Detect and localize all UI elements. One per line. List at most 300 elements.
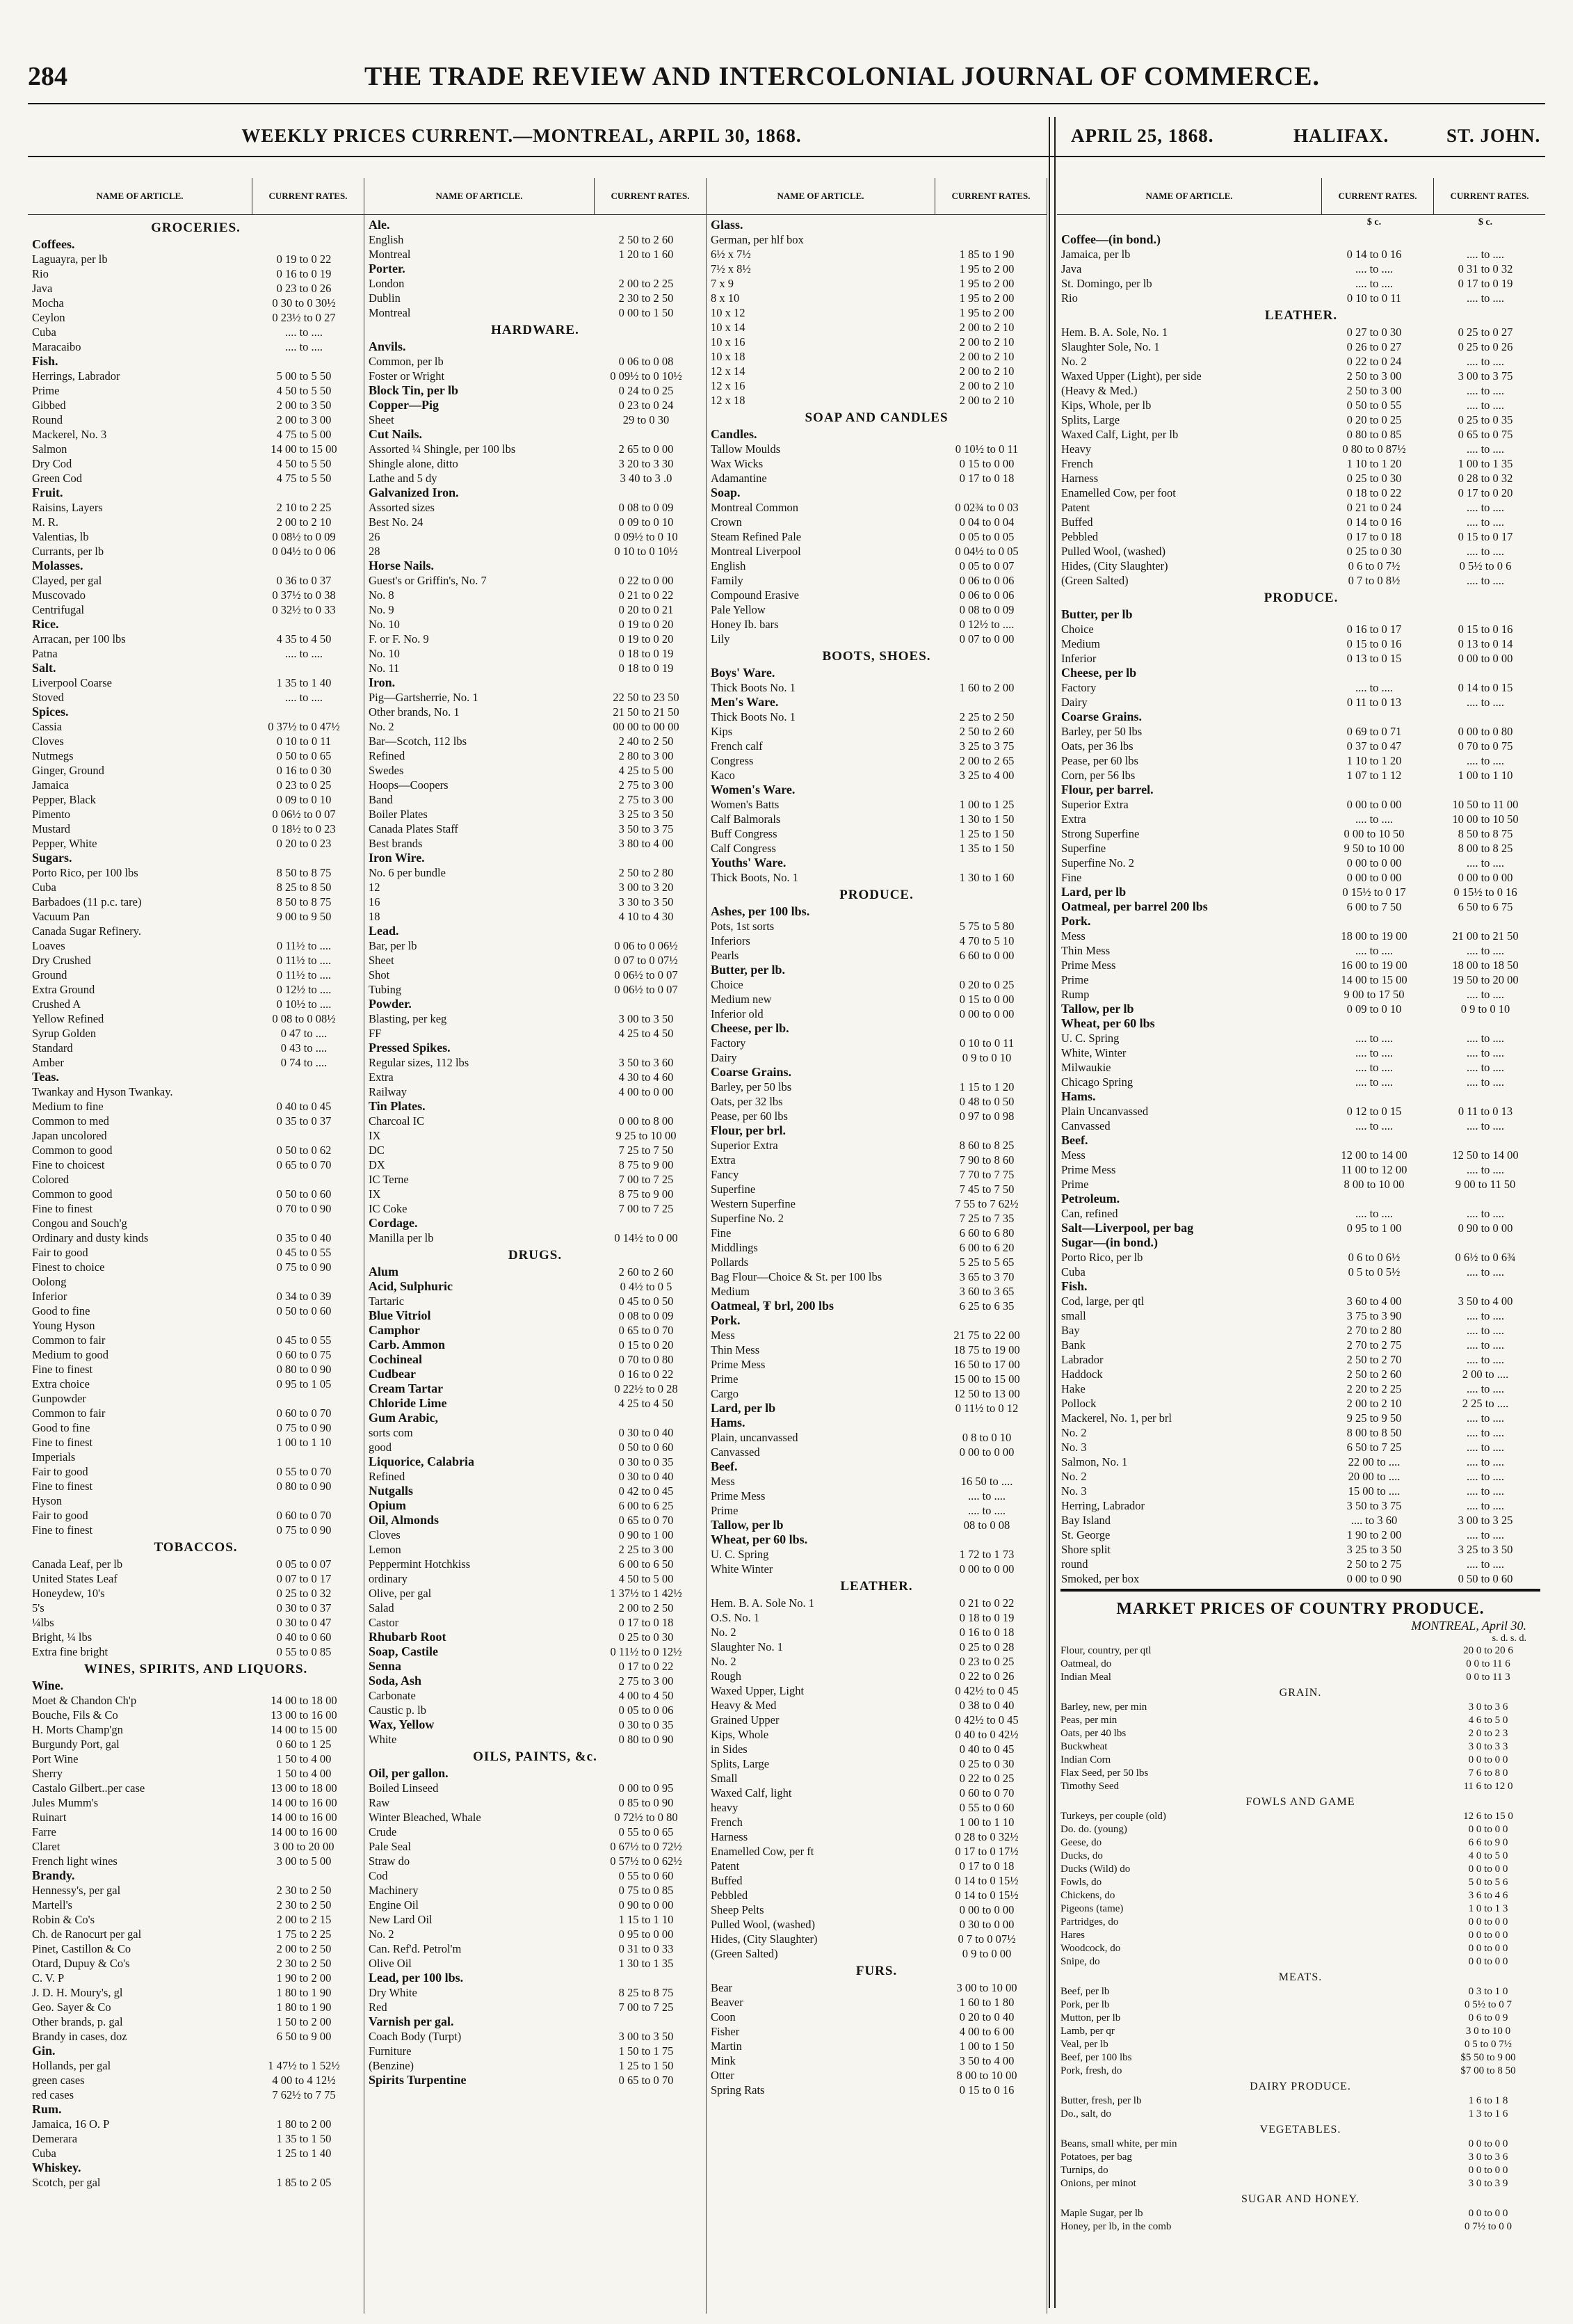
article-name: Buffed [1061, 515, 1093, 529]
price-row [711, 1980, 1042, 1995]
article-name: Hennessy's, per gal [32, 1884, 121, 1897]
price-row [711, 2053, 1042, 2068]
article-name: Patna [32, 647, 58, 660]
price-row [369, 1498, 702, 1513]
article-name: No. 3 [1061, 1484, 1087, 1498]
current-rate: 3 25 to 3 50 [618, 808, 674, 821]
price-row [1061, 651, 1541, 666]
price-row [711, 486, 1042, 500]
subcategory-label: Coarse Grains. [711, 1065, 791, 1079]
current-rate: 6 50 to 7 25 [1346, 1441, 1402, 1454]
price-row [1061, 1528, 1541, 1542]
current-rate: 08 to 0 08 [963, 1518, 1010, 1532]
current-rate [931, 427, 1042, 442]
price-row [32, 1508, 360, 1523]
current-rate: 20 00 to .... [1348, 1470, 1401, 1483]
article-name: Java [1061, 262, 1082, 275]
current-rate: 0 0 to 0 0 [1468, 2165, 1508, 2176]
current-rate-stjohn: 8 50 to 8 75 [1458, 827, 1513, 840]
price-row [369, 276, 702, 291]
article-name: Plain Uncanvassed [1061, 1105, 1149, 1118]
price-row [369, 982, 702, 997]
price-row [369, 895, 702, 909]
article-name: Fine [1061, 871, 1082, 884]
current-rate: 2 70 to 2 75 [1346, 1338, 1402, 1352]
current-rate: 4 10 to 4 30 [618, 910, 674, 923]
price-row [369, 1396, 702, 1411]
price-row [711, 680, 1042, 695]
current-rate: 0 17 to 0 18 [1346, 530, 1402, 543]
double-rule-left [1049, 117, 1050, 2308]
current-rate: 18 75 to 19 00 [953, 1343, 1020, 1356]
price-row [1061, 442, 1541, 456]
price-row [1061, 529, 1541, 544]
article-name: Engine Oil [369, 1898, 419, 1912]
current-rate: 2 50 to 2 60 [1346, 1368, 1402, 1381]
current-rate: 0 55 to 0 60 [618, 1869, 674, 1882]
article-name: Fair to good [32, 1465, 88, 1478]
price-row [1061, 1031, 1541, 1045]
price-row [711, 2024, 1042, 2039]
article-name: Medium to fine [32, 1100, 104, 1113]
price-column-glass-produce [707, 178, 1047, 2314]
current-rate: 0 0 to 0 0 [1468, 1956, 1508, 1967]
subcategory-label: Sugars. [32, 851, 72, 865]
price-row [1061, 783, 1541, 797]
price-row [711, 1123, 1042, 1138]
price-row [369, 1143, 702, 1157]
article-name: Robin & Co's [32, 1913, 95, 1926]
article-name: No. 6 per bundle [369, 866, 446, 879]
article-name: Rio [32, 267, 49, 280]
article-name: Wax Wicks [711, 457, 764, 470]
current-rate: 0 75 to 0 90 [276, 1260, 332, 1274]
article-name: Canada Sugar Refinery. [32, 924, 141, 938]
article-name: Indian Meal [1060, 1672, 1111, 1683]
price-row [369, 851, 702, 865]
price-row [1060, 1929, 1540, 1942]
price-row [1060, 1902, 1540, 1916]
article-name: F. or F. No. 9 [369, 632, 429, 646]
subcategory-label: Chloride Lime [369, 1396, 447, 1410]
current-rate-stjohn [1430, 607, 1541, 622]
current-rate: 0 90 to 1 00 [618, 1528, 674, 1541]
price-row [32, 1420, 360, 1435]
price-row [369, 500, 702, 515]
article-name: Do., salt, do [1060, 2108, 1111, 2119]
price-row [369, 807, 702, 822]
price-row [711, 573, 1042, 588]
price-row [711, 1459, 1042, 1474]
price-row [369, 1265, 702, 1279]
article-name: Young Hyson [32, 1319, 95, 1332]
article-name: Claret [32, 1840, 60, 1853]
price-row [32, 734, 360, 748]
article-name: Smoked, per box [1061, 1572, 1140, 1585]
current-rate-stjohn: .... to .... [1466, 1557, 1505, 1571]
current-rate-stjohn: 10 50 to 11 00 [1452, 798, 1519, 811]
price-row [711, 1698, 1042, 1713]
current-rate: 0 95 to 1 00 [1346, 1221, 1402, 1235]
current-rate: 6 60 to 6 80 [959, 1226, 1015, 1240]
current-rate-stjohn: 10 00 to 10 50 [1452, 812, 1519, 826]
current-rate: 8 50 to 8 75 [276, 866, 332, 879]
current-rate: 1 90 to 2 00 [276, 1971, 332, 1985]
price-row [32, 1245, 360, 1260]
article-name: Salmon, No. 1 [1061, 1455, 1128, 1468]
article-name: Finest to choice [32, 1260, 105, 1274]
price-row [711, 1610, 1042, 1625]
category-heading: PRODUCE. [1264, 591, 1339, 605]
article-name: Cuba [32, 326, 56, 339]
article-name: Rump [1061, 988, 1090, 1001]
price-row [32, 646, 360, 661]
article-name: Kips, Whole, per lb [1061, 399, 1152, 412]
subcategory-label: Lead, per 100 lbs. [369, 1971, 464, 1985]
article-name: Hyson [32, 1494, 63, 1507]
price-row [711, 1742, 1042, 1756]
article-name: Inferior [1061, 652, 1097, 665]
current-rate-stjohn: 0 28 to 0 32 [1458, 472, 1513, 485]
subcategory-label: Oatmeal, ₮ brl, 200 lbs [711, 1299, 834, 1313]
article-name: Regular sizes, 112 lbs [369, 1056, 469, 1069]
current-rate: 0 04½ to 0 05 [955, 545, 1019, 558]
article-name: Cloves [369, 1528, 401, 1541]
article-name: Chickens, do [1060, 1890, 1115, 1901]
price-row [1061, 929, 1541, 943]
section-rule [28, 156, 1545, 157]
current-rate: 2 50 to 2 60 [959, 725, 1015, 738]
current-rate: 0 0 to 11 6 [1466, 1658, 1510, 1669]
current-rate: 14 00 to 15 00 [271, 442, 337, 456]
current-rate: 1 60 to 2 00 [959, 681, 1015, 694]
current-rate: 0 0 to 0 0 [1468, 2208, 1508, 2219]
current-rate: 1 85 to 1 90 [959, 248, 1015, 261]
current-rate: 0 4½ to 0 5 [620, 1280, 672, 1293]
current-rate: 1 35 to 1 50 [959, 842, 1015, 855]
current-rate-stjohn: 0 17 to 0 19 [1458, 277, 1513, 290]
price-row [32, 1099, 360, 1114]
current-rate: 0 32½ to 0 33 [272, 603, 336, 616]
current-rate: .... to .... [1355, 277, 1394, 290]
column-header: NAME OF ARTICLE. CURRENT RATES. [28, 178, 364, 215]
current-rate: 1 35 to 1 40 [276, 676, 332, 689]
article-name: Coon [711, 2010, 736, 2024]
current-rate-stjohn: .... to .... [1466, 1382, 1505, 1395]
current-rate: 0 15 to 0 00 [959, 457, 1015, 470]
price-row [32, 1693, 360, 1708]
article-name: Superfine No. 2 [711, 1212, 784, 1225]
article-name: Hoops—Coopers [369, 778, 449, 792]
price-row [32, 1737, 360, 1752]
article-name: Mutton, per lb [1060, 2012, 1121, 2024]
current-rate: 0 11½ to .... [276, 954, 332, 967]
current-rate: 3 0 to 3 6 [1468, 1701, 1508, 1713]
subcategory-label: Acid, Sulphuric [369, 1279, 453, 1293]
article-name: Pease, per 60 lbs [1061, 754, 1138, 767]
subcategory-label: Ashes, per 100 lbs. [711, 904, 810, 918]
article-name: 10 x 16 [711, 335, 745, 348]
price-row [32, 1347, 360, 1362]
price-row [369, 1630, 702, 1644]
article-name: Standard [32, 1041, 73, 1055]
article-name: Cod, large, per qtl [1061, 1295, 1145, 1308]
current-rate: .... to .... [284, 340, 323, 353]
article-name: Factory [1061, 681, 1097, 694]
article-name: sorts com [369, 1426, 413, 1439]
price-row [711, 1474, 1042, 1489]
article-name: Fine to finest [32, 1480, 93, 1493]
subcategory-label: Cudbear [369, 1367, 417, 1381]
price-row [1061, 739, 1541, 753]
current-rate: 13 00 to 16 00 [271, 1708, 337, 1722]
article-name: Labrador [1061, 1353, 1104, 1366]
article-name: Calf Balmorals [711, 812, 781, 826]
subcategory-label: Beef. [1061, 1133, 1088, 1147]
market-title: MARKET PRICES OF COUNTRY PRODUCE. [1116, 1600, 1485, 1618]
current-rate-stjohn: 18 00 to 18 50 [1452, 959, 1519, 972]
article-name: Olive Oil [369, 1957, 412, 1970]
article-name: Port Wine [32, 1752, 79, 1765]
market-rows [1060, 1644, 1540, 2234]
market-units: s. d. s. d. [1492, 1633, 1526, 1644]
current-rate: 3 25 to 4 00 [959, 769, 1015, 782]
subcategory-label: Salt. [32, 661, 56, 675]
price-row [32, 1114, 360, 1128]
current-rate-stjohn: .... to .... [1466, 944, 1505, 957]
current-rate: 2 25 to 3 00 [618, 1543, 674, 1556]
price-row [32, 1157, 360, 1172]
article-name: Bar, per lb [369, 939, 417, 952]
current-rate: 0 3 to 1 0 [1468, 1986, 1508, 1997]
price-row [1061, 1221, 1541, 1235]
article-name: White, Winter [1061, 1046, 1127, 1059]
current-rate [248, 1084, 360, 1099]
current-rate [931, 666, 1042, 680]
current-rate: 0 40 to 0 42½ [955, 1728, 1019, 1741]
article-name: Oolong [32, 1275, 67, 1288]
article-name: Tartaric [369, 1295, 405, 1308]
price-row [32, 456, 360, 471]
article-name: green cases [32, 2074, 85, 2087]
price-row [711, 1036, 1042, 1050]
current-rate-stjohn: 0 15 to 0 17 [1458, 530, 1513, 543]
price-row [32, 559, 360, 573]
current-rate: 0 22 to 0 24 [1346, 355, 1402, 368]
article-name: Fancy [711, 1168, 739, 1181]
current-rate: 1 37½ to 1 42½ [610, 1587, 682, 1600]
article-name: Round [32, 413, 63, 426]
price-row [369, 1157, 702, 1172]
article-name: Fine to finest [32, 1202, 93, 1215]
article-name: Sheet [369, 954, 394, 967]
current-rate: 0 50 to 0 60 [618, 1441, 674, 1454]
price-row [369, 529, 702, 544]
price-row [369, 1425, 702, 1440]
price-row [32, 500, 360, 515]
price-row [711, 218, 1042, 232]
current-rate-stjohn: .... to .... [1466, 1163, 1505, 1176]
current-rate-stjohn: 0 11 to 0 13 [1458, 1105, 1513, 1118]
article-name: Fine to finest [32, 1363, 93, 1376]
price-row [1061, 958, 1541, 972]
price-row [32, 1464, 360, 1479]
current-rate [590, 924, 702, 938]
price-row [32, 1041, 360, 1055]
current-rate: .... to .... [284, 326, 323, 339]
current-rate: 0 15½ to 0 17 [1342, 885, 1406, 899]
price-row [369, 909, 702, 924]
article-name: M. R. [32, 515, 59, 529]
current-rate: 3 65 to 3 70 [959, 1270, 1015, 1283]
subcategory-label: Spirits Turpentine [369, 2073, 467, 2087]
current-rate: 0 20 to 0 21 [618, 603, 674, 616]
current-rate: 0 40 to 0 45 [959, 1742, 1015, 1756]
current-rate: 1 20 to 1 60 [618, 248, 674, 261]
category-heading: FURS. [855, 1964, 898, 1978]
current-rate: 1 25 to 1 40 [276, 2147, 332, 2160]
article-name: Ordinary and dusty kinds [32, 1231, 149, 1244]
current-rate-stjohn [1430, 1133, 1541, 1148]
subcategory-label: Butter, per lb. [711, 963, 786, 977]
current-rate: 1 80 to 1 90 [276, 1986, 332, 1999]
current-rate-stjohn: .... to .... [1466, 1061, 1505, 1074]
current-rate: 2 00 to 2 15 [276, 1913, 332, 1926]
article-name: Do. do. (young) [1060, 1824, 1127, 1835]
price-row [1061, 1367, 1541, 1381]
current-rate: 1 30 to 1 35 [618, 1957, 674, 1970]
current-rate: 0 14 to 0 16 [1346, 515, 1402, 529]
current-rate-stjohn: 19 50 to 20 00 [1452, 973, 1519, 986]
price-rows [28, 215, 364, 2190]
current-rate: 0 60 to 0 70 [276, 1407, 332, 1420]
price-row [32, 748, 360, 763]
current-rate: 0 09½ to 0 10 [614, 530, 678, 543]
current-rate: 3 50 to 3 75 [618, 822, 674, 835]
price-row [32, 880, 360, 895]
article-name: Canada Leaf, per lb [32, 1557, 123, 1571]
price-row [32, 690, 360, 705]
price-row [32, 2102, 360, 2117]
article-name: Scotch, per gal [32, 2176, 101, 2189]
current-rate-stjohn: 0 9 to 0 10 [1460, 1002, 1510, 1016]
current-rate: 1 30 to 1 50 [959, 812, 1015, 826]
price-row [32, 2000, 360, 2014]
price-row [1061, 636, 1541, 651]
current-rate: 0 50 to 0 55 [1346, 399, 1402, 412]
article-name: Bag Flour—Choice & St. per 100 lbs [711, 1270, 882, 1283]
current-rate-stjohn: 9 00 to 11 50 [1455, 1178, 1516, 1191]
current-rate: $7 00 to 8 50 [1460, 2065, 1516, 2076]
article-name: Hides, (City Slaughter) [711, 1932, 818, 1946]
subcategory-label: Salt—Liverpool, per bag [1061, 1221, 1194, 1235]
price-row [369, 617, 702, 632]
current-rate: 6 6 to 9 0 [1468, 1837, 1508, 1848]
price-row [1061, 695, 1541, 710]
price-row [369, 1956, 702, 1971]
category-heading: DAIRY PRODUCE. [1250, 2081, 1351, 2092]
article-name: Carbonate [369, 1689, 416, 1702]
current-rate-stjohn: .... to .... [1466, 1470, 1505, 1483]
current-rate: 0 60 to 1 25 [276, 1738, 332, 1751]
price-row [32, 1216, 360, 1231]
article-name: Mustard [32, 822, 70, 835]
price-row [1060, 2038, 1540, 2051]
article-name: Brandy in cases, doz [32, 2030, 127, 2043]
article-name: Dublin [369, 291, 401, 305]
price-row [1061, 1308, 1541, 1323]
article-name: Dry Crushed [32, 954, 91, 967]
price-row [32, 763, 360, 778]
current-rate: 0 47 to .... [280, 1027, 328, 1040]
price-row [369, 1898, 702, 1912]
price-row [1061, 559, 1541, 573]
article-name: 18 [369, 910, 380, 923]
current-rate: 0 17 to 0 22 [618, 1660, 674, 1673]
price-rows [364, 215, 706, 2087]
current-rate [590, 427, 702, 442]
article-name: Ducks, do [1060, 1850, 1103, 1861]
price-row [711, 617, 1042, 632]
current-rate: .... to .... [284, 691, 323, 704]
subcategory-label: Porter. [369, 262, 405, 275]
current-rate: 2 30 to 2 50 [618, 291, 674, 305]
market-prices-box [1060, 1600, 1540, 2234]
price-row [369, 1367, 702, 1381]
subcategory-label: Pork. [1061, 914, 1091, 928]
article-name: Jamaica, per lb [1061, 248, 1131, 261]
price-row [711, 797, 1042, 812]
current-rate [248, 559, 360, 573]
price-row [1061, 515, 1541, 529]
current-rate-stjohn: 0 6½ to 0 6¾ [1455, 1251, 1516, 1264]
price-row [1061, 680, 1541, 695]
price-row [32, 398, 360, 412]
article-name: DX [369, 1158, 385, 1171]
price-row [1060, 1644, 1540, 1658]
article-name: 12 x 18 [711, 394, 745, 407]
price-row [32, 1406, 360, 1420]
article-name: Harness [711, 1830, 748, 1843]
current-rate: 12 6 to 15 0 [1463, 1811, 1513, 1822]
price-row [369, 836, 702, 851]
current-rate: 0 65 to 0 70 [618, 1514, 674, 1527]
current-rate: 0 22 to 0 00 [618, 574, 674, 587]
current-rate: 0 13 to 0 15 [1346, 652, 1402, 665]
current-rate: 0 15 to 0 16 [1346, 637, 1402, 650]
price-row [32, 632, 360, 646]
current-rate: 0 07 to 0 07½ [614, 954, 678, 967]
price-row [1061, 1571, 1541, 1586]
price-row [711, 1654, 1042, 1669]
current-rate: 0 6 to 0 6½ [1348, 1251, 1401, 1264]
price-row [711, 1372, 1042, 1386]
current-rate: 0 17 to 0 18 [959, 1859, 1015, 1873]
price-row [711, 632, 1042, 646]
current-rate-stjohn: .... to .... [1466, 754, 1505, 767]
price-rows [1057, 230, 1545, 1586]
subcategory-label: Spices. [32, 705, 69, 719]
current-rate: 22 50 to 23 50 [613, 691, 679, 704]
price-row [1061, 291, 1541, 305]
price-row [711, 1080, 1042, 1094]
current-rate: 1 95 to 2 00 [959, 306, 1015, 319]
article-name: Raisins, Layers [32, 501, 103, 514]
article-name: Extra [369, 1071, 394, 1084]
price-row [1061, 870, 1541, 885]
current-rate [931, 1065, 1042, 1080]
subcategory-label: Powder. [369, 997, 412, 1011]
